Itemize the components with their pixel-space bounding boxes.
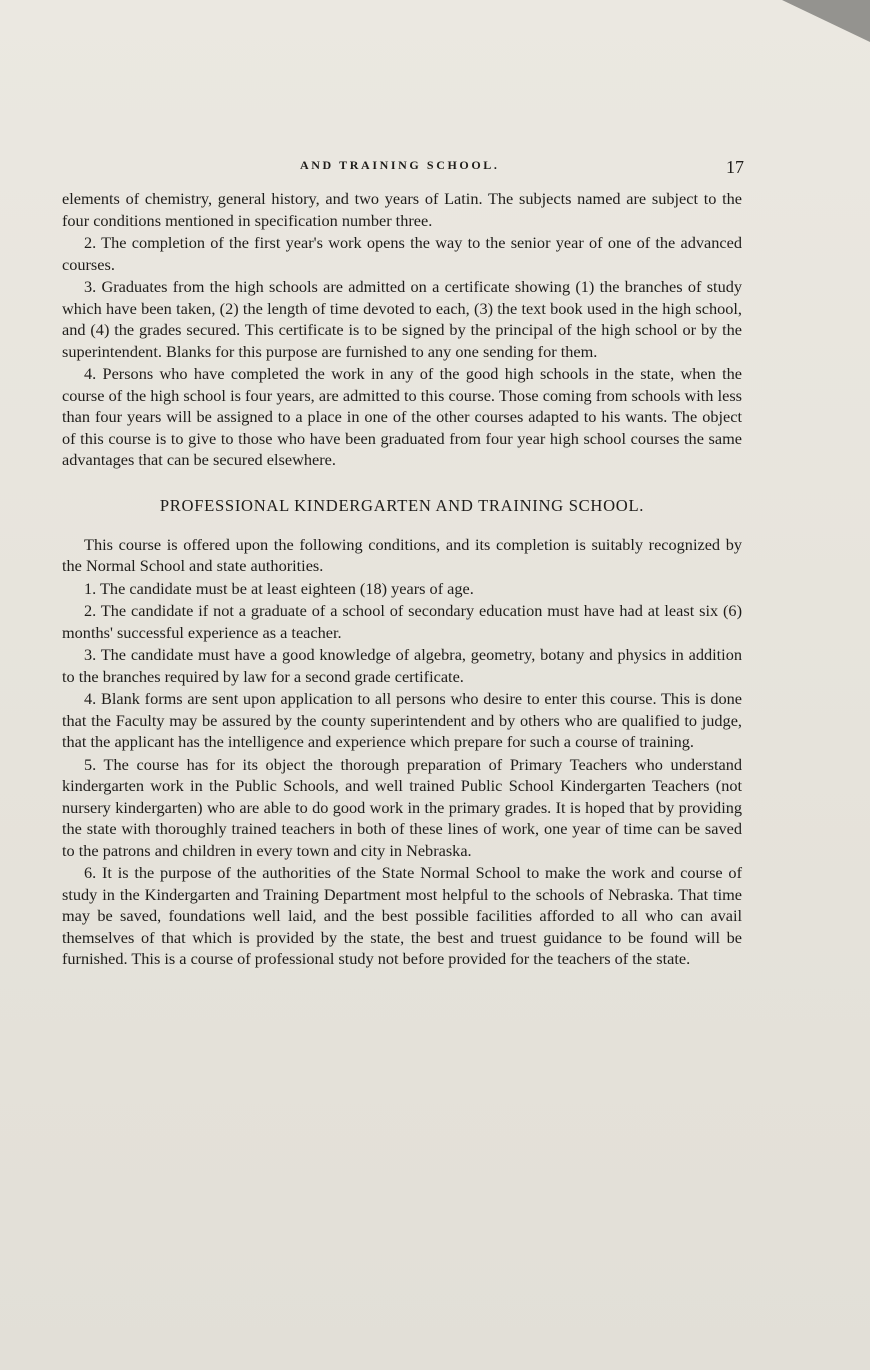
- page-header: [0, 158, 870, 182]
- list-item: 3. Graduates from the high schools are admitted on a certificate showing (1) the branches of study which have been taken, (2) the length of time devoted to each, (3) the text book used in the high school, and (4) the grades secured. This certificate is to be signed by the principal of the high school or by the superintendent. Blanks for this purpose are furnished to any one sending for them.: [62, 277, 742, 361]
- section-heading: PROFESSIONAL KINDERGARTEN AND TRAINING SCHOOL.: [159, 495, 645, 515]
- running-head: AND TRAINING SCHOOL.: [300, 158, 500, 172]
- list-item: 5. The course has for its object the thorough preparation of Primary Teachers who understand kindergarten work in the Public Schools, and well trained Public School Kindergarten Teachers (not nursery kindergarten) who are able to do good work in the primary grades. It is hoped that by providing the state with thoroughly trained teachers in both of these lines of work, one year of time can be saved to the patrons and children in every town and city in Nebraska.: [62, 754, 742, 860]
- list-item: 3. The candidate must have a good knowledge of algebra, geometry, botany and physics in addition to the branches required by law for a second grade certificate.: [62, 645, 742, 686]
- list-item: 4. Persons who have completed the work in any of the good high schools in the state, when the course of the high school is four years, are admitted to this course. Those coming from schools with less than four years will be assigned to a place in one of the other courses adapted to his wants. The object of this course is to give to those who have been graduated from four year high school courses the same advantages that can be secured elsewhere.: [62, 364, 742, 469]
- page-corner-shadow: [782, 0, 870, 42]
- page-number: 17: [726, 157, 744, 177]
- continuation-paragraph: elements of chemistry, general history, and two years of Latin. The subjects named are subject to the four conditions mentioned in specification number three.: [62, 189, 742, 230]
- page-content: [62, 188, 742, 970]
- list-item: 4. Blank forms are sent upon application to all persons who desire to enter this course. This is done that the Faculty may be assured by the county superintendent and by others who are qualified to judge, that the applicant has the intelligence and experience which prepare for such a course of training.: [62, 689, 742, 751]
- list-item: 6. It is the purpose of the authorities of the State Normal School to make the work and course of study in the Kindergarten and Training Department most helpful to the schools of Nebraska. That time may be saved, foundations well laid, and the best possible facilities afforded to all who can avail themselves of that which is provided by the state, the best and truest guidance to be found will be furnished. This is a course of professional study not before provided for the teachers of the state.: [62, 863, 742, 968]
- list-item: 2. The candidate if not a graduate of a school of secondary education must have had at least six (6) months' successful experience as a teacher.: [62, 601, 742, 642]
- list-item: 1. The candidate must be at least eighteen (18) years of age.: [84, 578, 474, 598]
- list-item: 2. The completion of the first year's work opens the way to the senior year of one of the advanced courses.: [62, 233, 742, 274]
- section-intro: This course is offered upon the following conditions, and its completion is suitably recognized by the Normal School and state authorities.: [62, 534, 742, 575]
